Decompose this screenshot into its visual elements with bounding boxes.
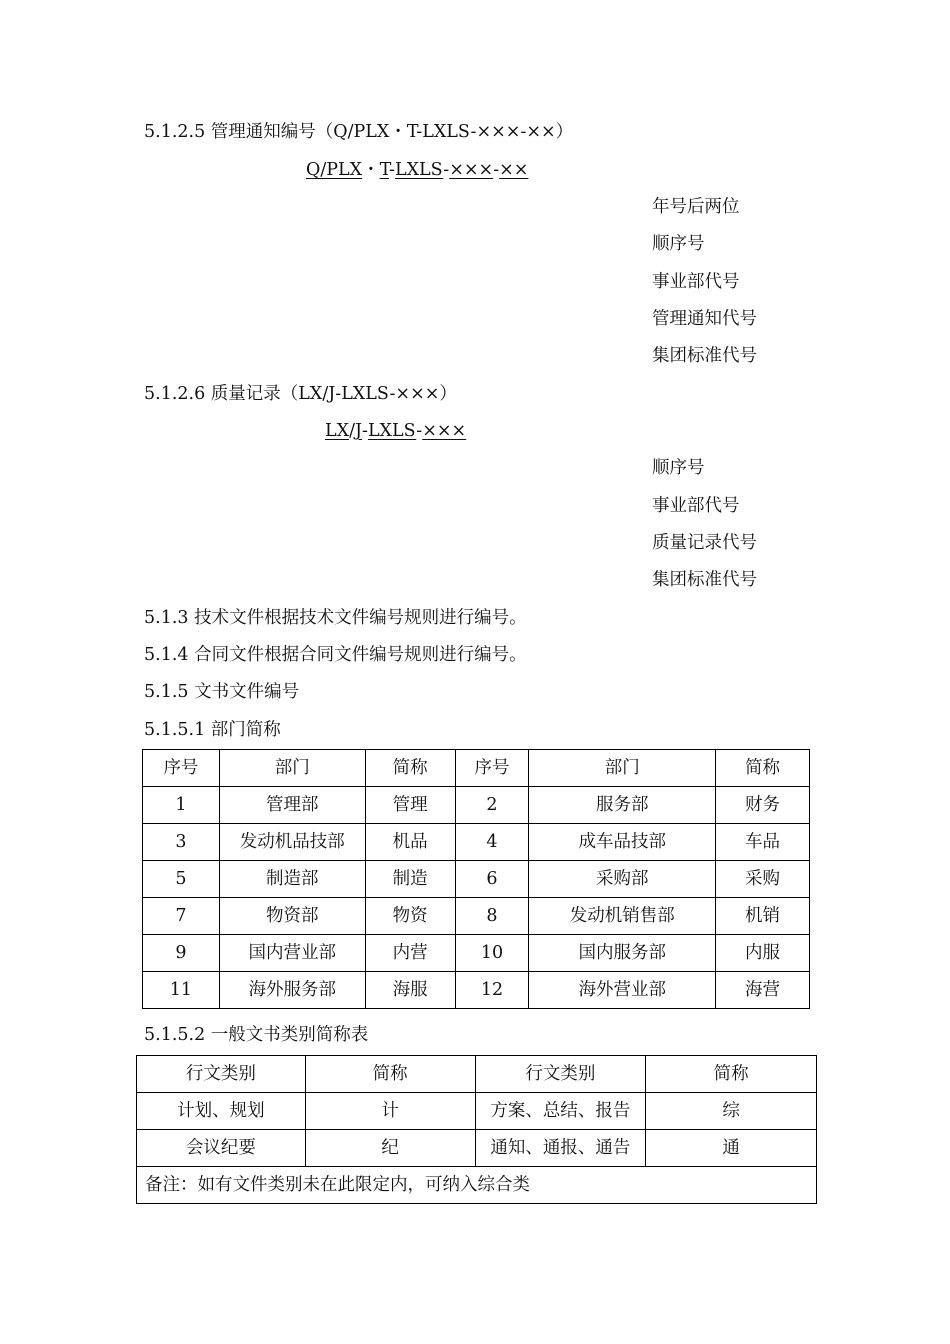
header-cell: 序号 [143, 750, 220, 787]
code-label-group-standard: 集团标准代号 [652, 570, 757, 590]
table-cell: 12 [455, 972, 529, 1009]
table-cell: 综 [646, 1093, 817, 1130]
table-cell: 物资部 [219, 898, 365, 935]
table-header-row [137, 1056, 817, 1093]
table-cell: 成车品技部 [529, 824, 716, 861]
code-separator: - [493, 160, 500, 180]
code-separator: - [443, 160, 450, 180]
table-cell: 制造 [365, 861, 455, 898]
table-cell: 纪 [305, 1130, 475, 1167]
document-category-table [136, 1055, 817, 1204]
table-cell: 采购 [716, 861, 810, 898]
header-cell: 部门 [529, 750, 716, 787]
table-row [143, 972, 810, 1009]
table-cell: 制造部 [219, 861, 365, 898]
table-row [137, 1130, 817, 1167]
table-cell: 方案、总结、报告 [475, 1093, 646, 1130]
section-5126-heading: 5.1.2.6 质量记录（LX/J-LXLS-×××） [144, 384, 457, 404]
table-cell: 5 [143, 861, 220, 898]
table-cell: 管理 [365, 787, 455, 824]
code-separator: - [416, 421, 423, 441]
table-cell: 通知、通报、通告 [475, 1130, 646, 1167]
section-5125-heading: 5.1.2.5 管理通知编号（Q/PLX・T-LXLS-×××-××） [144, 122, 574, 142]
table-cell: 国内服务部 [529, 935, 716, 972]
section-5152: 5.1.5.2 一般文书类别简称表 [144, 1025, 369, 1045]
table-cell: 3 [143, 824, 220, 861]
header-cell: 行文类别 [475, 1056, 646, 1093]
section-5151: 5.1.5.1 部门简称 [144, 720, 281, 740]
code-part-sequence: ××× [422, 421, 467, 441]
quality-record-code [325, 419, 466, 443]
table-cell: 海服 [365, 972, 455, 1009]
code-label-quality-record: 质量记录代号 [652, 533, 757, 553]
table-cell: 服务部 [529, 787, 716, 824]
table-cell: 9 [143, 935, 220, 972]
table-cell: 1 [143, 787, 220, 824]
code-part-lxls: LXLS [367, 421, 417, 441]
table-note-row [137, 1167, 817, 1204]
code-part-sequence: ××× [449, 160, 494, 180]
code-dot: ・ [362, 160, 380, 180]
table-cell: 通 [646, 1130, 817, 1167]
header-cell: 部门 [219, 750, 365, 787]
table-row [137, 1093, 817, 1130]
code-slash: / [349, 421, 355, 441]
code-label-notice: 管理通知代号 [652, 309, 757, 329]
section-514: 5.1.4 合同文件根据合同文件编号规则进行编号。 [144, 645, 527, 665]
header-cell: 简称 [305, 1056, 475, 1093]
header-cell: 简称 [716, 750, 810, 787]
table-header-row [143, 750, 810, 787]
header-cell: 简称 [646, 1056, 817, 1093]
table-cell: 7 [143, 898, 220, 935]
table-cell: 财务 [716, 787, 810, 824]
code-part-qplx: Q/PLX [306, 160, 363, 180]
code-label-sequence: 顺序号 [652, 458, 705, 478]
table-cell: 8 [455, 898, 529, 935]
code-separator: - [389, 160, 395, 180]
table-cell: 10 [455, 935, 529, 972]
table-cell: 内服 [716, 935, 810, 972]
table-cell: 4 [455, 824, 529, 861]
code-label-division: 事业部代号 [652, 272, 740, 292]
code-separator: - [362, 421, 368, 441]
table-note: 备注：如有文件类别未在此限定内，可纳入综合类 [137, 1167, 817, 1204]
code-label-year: 年号后两位 [652, 197, 740, 217]
code-part-t: T [379, 160, 390, 180]
code-label-division: 事业部代号 [652, 496, 740, 516]
table-cell: 国内营业部 [219, 935, 365, 972]
code-part-lx: LX [325, 421, 350, 441]
table-cell: 6 [455, 861, 529, 898]
table-cell: 海营 [716, 972, 810, 1009]
table-cell: 发动机品技部 [219, 824, 365, 861]
table-row [143, 935, 810, 972]
section-513: 5.1.3 技术文件根据技术文件编号规则进行编号。 [144, 608, 527, 628]
table-cell: 采购部 [529, 861, 716, 898]
table-row [143, 824, 810, 861]
header-cell: 行文类别 [137, 1056, 306, 1093]
table-cell: 海外营业部 [529, 972, 716, 1009]
table-row [143, 861, 810, 898]
code-label-group-standard: 集团标准代号 [652, 346, 757, 366]
table-cell: 管理部 [219, 787, 365, 824]
table-cell: 2 [455, 787, 529, 824]
table-row [143, 898, 810, 935]
table-cell: 会议纪要 [137, 1130, 306, 1167]
department-abbreviation-table [142, 749, 810, 1009]
header-cell: 简称 [365, 750, 455, 787]
table-cell: 车品 [716, 824, 810, 861]
code-label-sequence: 顺序号 [652, 234, 705, 254]
table-cell: 计 [305, 1093, 475, 1130]
code-part-j: J [355, 421, 363, 441]
header-cell: 序号 [455, 750, 529, 787]
table-row [143, 787, 810, 824]
table-cell: 发动机销售部 [529, 898, 716, 935]
table-cell: 机销 [716, 898, 810, 935]
table-cell: 内营 [365, 935, 455, 972]
management-notice-code [306, 158, 528, 182]
table-cell: 11 [143, 972, 220, 1009]
table-cell: 计划、规划 [137, 1093, 306, 1130]
table-cell: 海外服务部 [219, 972, 365, 1009]
section-515: 5.1.5 文书文件编号 [144, 682, 300, 702]
code-part-year: ×× [499, 160, 529, 180]
code-part-lxls: LXLS [394, 160, 444, 180]
table-cell: 机品 [365, 824, 455, 861]
table-cell: 物资 [365, 898, 455, 935]
